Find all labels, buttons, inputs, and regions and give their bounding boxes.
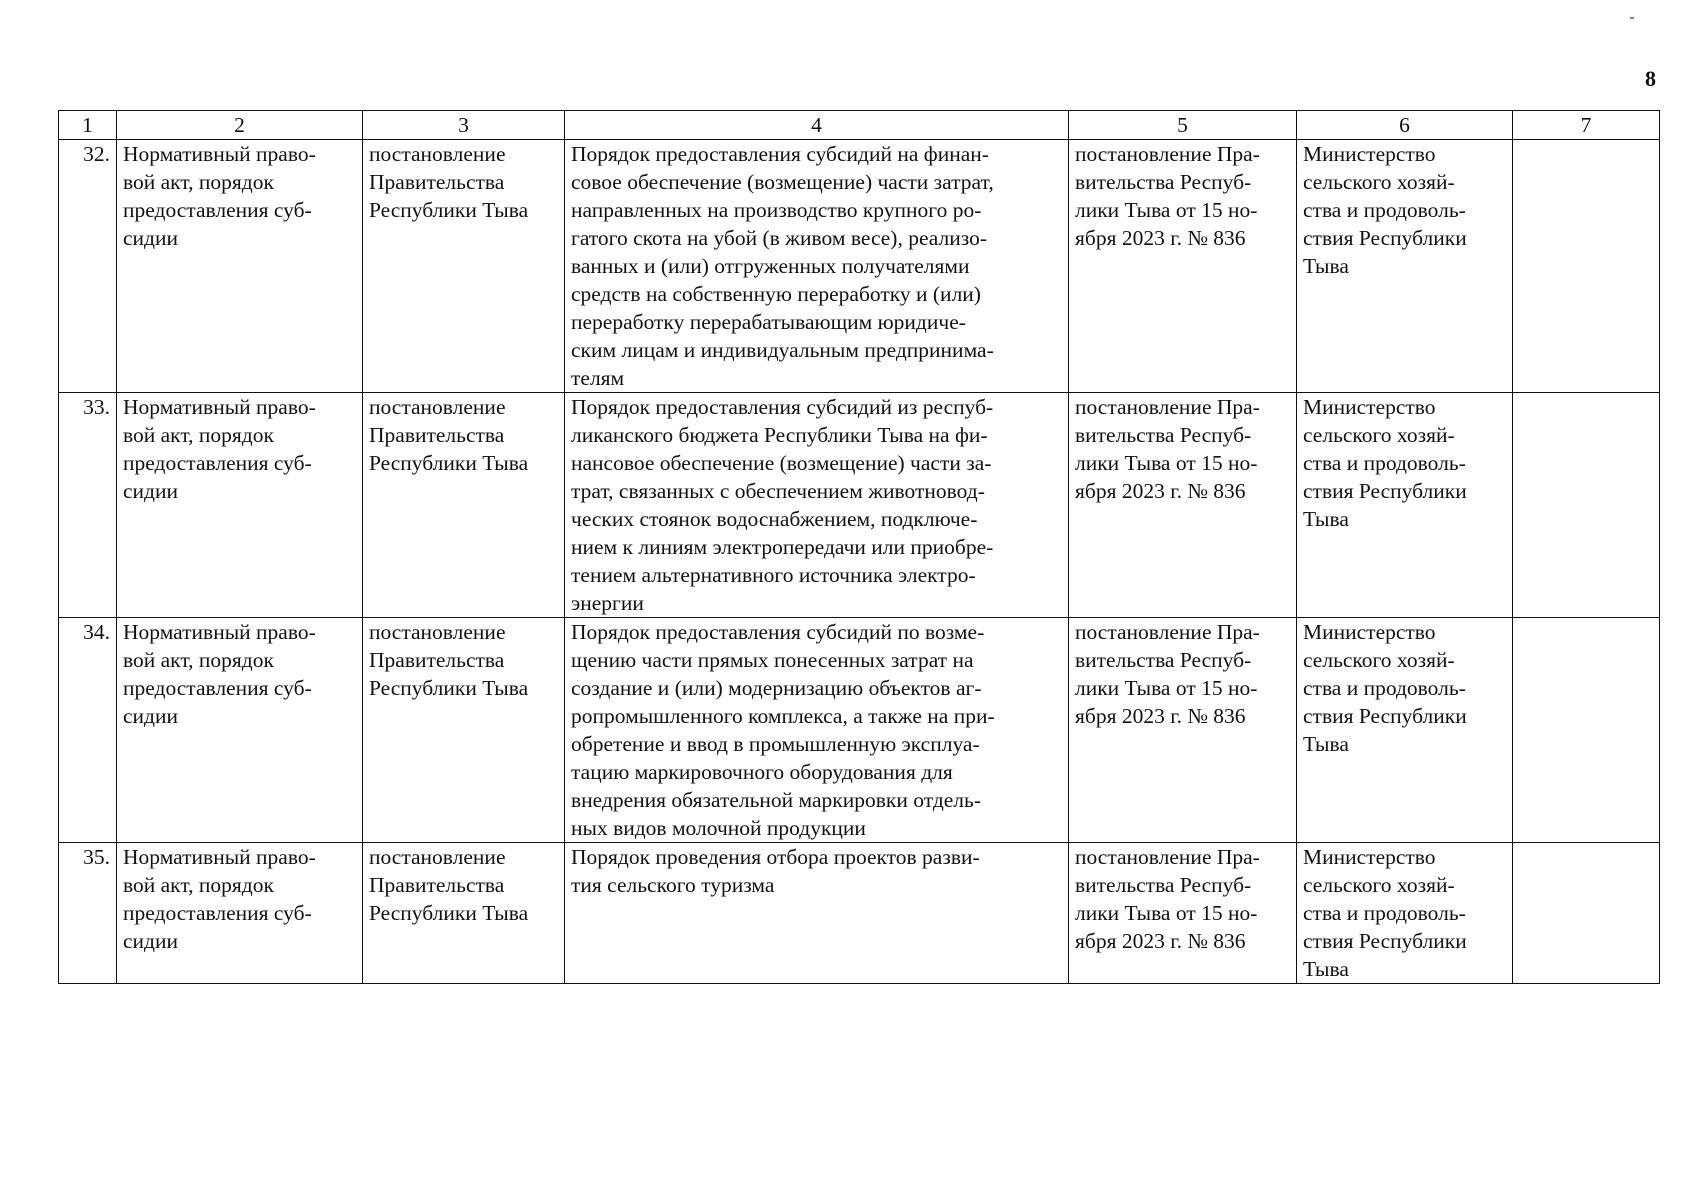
document-type: Нормативный право- вой акт, порядок предоставления суб- сидии <box>117 140 363 393</box>
column-header-7: 7 <box>1513 111 1660 140</box>
document-basis: постановление Пра- вительства Респуб- лики Тыва от 15 но- ября 2023 г. № 836 <box>1069 393 1297 618</box>
row-number: 33. <box>59 393 117 618</box>
note-cell <box>1513 140 1660 393</box>
document-type: Нормативный право- вой акт, порядок предоставления суб- сидии <box>117 618 363 843</box>
table-row <box>59 393 1660 618</box>
document-title: Порядок предоставления субсидий на финан- совое обеспечение (возмещение) части затрат, направленных на производство крупного ро- гатого скота на убой (в живом весе), реализо- ванных и (или) отгруженных получателями средств на собственную переработку и (или) переработку перерабатывающим юридиче- ским лицам и индивидуальным предпринима- телям <box>565 140 1069 393</box>
row-number: 35. <box>59 843 117 984</box>
note-cell <box>1513 843 1660 984</box>
column-header-5: 5 <box>1069 111 1297 140</box>
document-form: постановление Правительства Республики Тыва <box>363 393 565 618</box>
responsible-authority: Министерство сельского хозяй- ства и продоволь- ствия Республики Тыва <box>1297 393 1513 618</box>
page-number: 8 <box>1645 66 1656 91</box>
table-row <box>59 843 1660 984</box>
document-form: постановление Правительства Республики Тыва <box>363 843 565 984</box>
table-row <box>59 140 1660 393</box>
document-basis: постановление Пра- вительства Респуб- лики Тыва от 15 но- ября 2023 г. № 836 <box>1069 618 1297 843</box>
table-row <box>59 618 1660 843</box>
scan-mark <box>1630 17 1634 19</box>
document-title: Порядок проведения отбора проектов разви- тия сельского туризма <box>565 843 1069 984</box>
document-title: Порядок предоставления субсидий из респуб- ликанского бюджета Республики Тыва на фи- нансовое обеспечение (возмещение) части за- трат, связанных с обеспечением животновод- ческих стоянок водоснабжением, подключе- нием к линиям электропередачи или приобре- тением альтернативного источника электро- энергии <box>565 393 1069 618</box>
table-header-row <box>59 111 1660 140</box>
responsible-authority: Министерство сельского хозяй- ства и продоволь- ствия Республики Тыва <box>1297 843 1513 984</box>
document-basis: постановление Пра- вительства Респуб- лики Тыва от 15 но- ября 2023 г. № 836 <box>1069 843 1297 984</box>
row-number: 34. <box>59 618 117 843</box>
column-header-6: 6 <box>1297 111 1513 140</box>
document-type: Нормативный право- вой акт, порядок предоставления суб- сидии <box>117 843 363 984</box>
column-header-1: 1 <box>59 111 117 140</box>
column-header-4: 4 <box>565 111 1069 140</box>
note-cell <box>1513 618 1660 843</box>
document-form: постановление Правительства Республики Тыва <box>363 140 565 393</box>
column-header-2: 2 <box>117 111 363 140</box>
document-type: Нормативный право- вой акт, порядок предоставления суб- сидии <box>117 393 363 618</box>
column-header-3: 3 <box>363 111 565 140</box>
responsible-authority: Министерство сельского хозяй- ства и продоволь- ствия Республики Тыва <box>1297 140 1513 393</box>
document-title: Порядок предоставления субсидий по возме- щению части прямых понесенных затрат на создание и (или) модернизацию объектов аг- ропромышленного комплекса, а также на при- обретение и ввод в промышленную эксплуа- тацию маркировочного оборудования для внедрения обязательной маркировки отдель- ных видов молочной продукции <box>565 618 1069 843</box>
note-cell <box>1513 393 1660 618</box>
registry-table <box>58 110 1660 984</box>
document-form: постановление Правительства Республики Тыва <box>363 618 565 843</box>
responsible-authority: Министерство сельского хозяй- ства и продоволь- ствия Республики Тыва <box>1297 618 1513 843</box>
row-number: 32. <box>59 140 117 393</box>
document-basis: постановление Пра- вительства Респуб- лики Тыва от 15 но- ября 2023 г. № 836 <box>1069 140 1297 393</box>
